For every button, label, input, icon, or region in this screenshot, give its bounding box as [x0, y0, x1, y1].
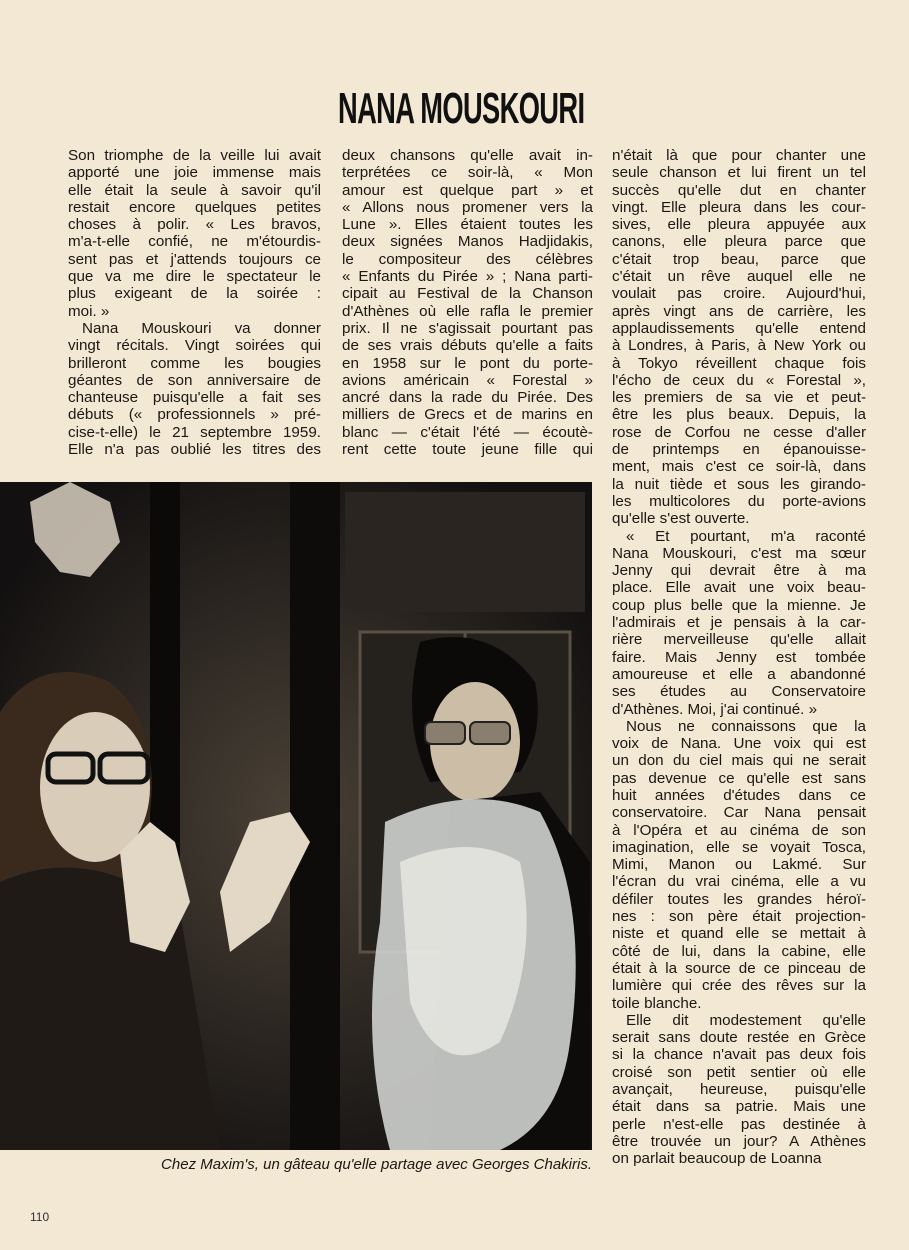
text-line: niste et quand elle se mettait à	[612, 925, 866, 943]
text-line: ancré dans la rade du Pirée. Des	[342, 389, 593, 407]
text-line: applaudissements qu'elle entend	[612, 319, 866, 337]
text-line: en 1958 sur le pont du porte-	[342, 354, 593, 372]
text-line: cise-t-elle) le 21 septembre 1959.	[68, 423, 321, 441]
photo-illustration	[0, 482, 592, 1150]
text-line: un don du ciel mais qui ne serait	[612, 752, 866, 770]
text-line: à l'Opéra et au cinéma de son	[612, 821, 866, 839]
text-line: croisé son petit sentier où elle	[612, 1063, 866, 1081]
text-line: coup plus belle que la mienne. Je	[612, 596, 866, 614]
text-line: place. Elle avait une voix beau-	[612, 579, 866, 597]
text-line: « Enfants du Pirée » ; Nana parti-	[342, 268, 593, 286]
text-line: vingt récitals. Vingt soirées qui	[68, 337, 321, 355]
text-column-1	[68, 147, 321, 458]
text-line: rent cette toute jeune fille qui	[342, 441, 593, 459]
text-line: ment, mais c'est ce soir-là, dans	[612, 458, 866, 476]
text-line: choses à polir. « Les bravos,	[68, 216, 321, 234]
text-line: « Et pourtant, m'a raconté	[626, 527, 866, 545]
text-line: de printemps en épanouisse-	[612, 441, 866, 459]
text-line: terprétées ce soir-là, « Mon	[342, 164, 593, 182]
text-line: voix de Nana. Une voix qui est	[612, 735, 866, 753]
text-line: ses études au Conservatoire	[612, 683, 866, 701]
text-line: rose de Corfou ne cesse d'aller	[612, 423, 866, 441]
text-line: « Allons nous promener vers la	[342, 198, 593, 216]
text-line: lumière qui crée des rêves sur la	[612, 977, 866, 995]
text-column-3	[612, 147, 866, 1168]
text-line: qu'elle s'est ouverte.	[612, 510, 750, 528]
text-line: être les plus beaux. Depuis, la	[612, 406, 866, 424]
text-line: Nana Mouskouri va donner	[82, 319, 321, 337]
text-line: Elle dit modestement qu'elle	[626, 1011, 866, 1029]
text-line: faire. Mais Jenny est tombée	[612, 648, 866, 666]
text-line: blanc — c'était l'été — écoutè-	[342, 423, 593, 441]
text-line: à Londres, à Paris, à New York ou	[612, 337, 866, 355]
text-line: si la chance n'avait pas deux fois	[612, 1046, 866, 1064]
text-line: seule chanson et lui firent un tel	[612, 164, 866, 182]
text-line: côté de lui, dans la cabine, elle	[612, 942, 866, 960]
text-line: vingt. Elle pleura dans les cour-	[612, 198, 866, 216]
text-line: était dans sa patrie. Mais une	[612, 1098, 866, 1116]
text-line: Nous ne connaissons que la	[626, 717, 866, 735]
text-line: l'écho de ceux du « Forestal »,	[612, 371, 866, 389]
text-line: perle n'est-elle pas destinée à	[612, 1115, 866, 1133]
text-line: elle était la seule à savoir qu'il	[68, 181, 321, 199]
text-line: pas devenue ce qu'elle est sans	[612, 769, 866, 787]
text-line: était à la source de ce pinceau de	[612, 959, 866, 977]
text-line: restait encore quelques petites	[68, 198, 321, 216]
text-line: m'a-t-elle confié, ne m'étourdis-	[68, 233, 321, 251]
text-line: défiler toutes les grandes héroï-	[612, 890, 866, 908]
text-line: Jenny qui devrait être à ma	[612, 562, 866, 580]
text-line: le compositeur des célèbres	[342, 250, 593, 268]
text-line: conservatoire. Car Nana pensait	[612, 804, 866, 822]
text-line: les multicolores du porte-avions	[612, 492, 866, 510]
photo	[0, 482, 592, 1150]
text-line: Nana Mouskouri, c'est ma sœur	[612, 544, 866, 562]
text-line: Mimi, Manon ou Lakmé. Sur	[612, 856, 866, 874]
text-line: on parlait beaucoup de Loanna	[612, 1150, 822, 1168]
text-line: Lune ». Elles étaient toutes les	[342, 216, 593, 234]
text-line: rière merveilleuse qu'elle allait	[612, 631, 866, 649]
text-line: moi. »	[68, 302, 110, 320]
text-line: voulait pas croire. Aujourd'hui,	[612, 285, 866, 303]
photo-caption: Chez Maxim's, un gâteau qu'elle partage avec Georges Chakiris.	[161, 1156, 592, 1173]
text-line: sives, elle pleura appuyée aux	[612, 216, 866, 234]
text-line: Elle n'a pas oublié les titres des	[68, 441, 321, 459]
text-line: deux signées Manos Hadjidakis,	[342, 233, 593, 251]
text-line: l'admirais et je pensais à la car-	[612, 614, 866, 632]
text-line: les premiers de sa vie et peut-	[612, 389, 866, 407]
text-line: canons, elle pleura parce que	[612, 233, 866, 251]
text-line: apporté une joie immense mais	[68, 164, 321, 182]
text-line: succès qu'elle dut en chanter	[612, 181, 866, 199]
text-line: la nuit tiède et sous les girando-	[612, 475, 866, 493]
text-line: avions américain « Forestal »	[342, 371, 593, 389]
article-title: NANA MOUSKOURI	[338, 84, 585, 133]
text-line: débuts (« professionnels » pré-	[68, 406, 321, 424]
text-line: que va me dire le spectateur le	[68, 268, 321, 286]
text-line: être trouvée un jour? A Athènes	[612, 1132, 866, 1150]
text-line: sent pas et j'attends toujours ce	[68, 250, 321, 268]
text-line: toile blanche.	[612, 994, 702, 1012]
text-line: géantes de son anniversaire de	[68, 371, 321, 389]
page-number: 110	[30, 1210, 50, 1224]
text-line: d'Athènes. Moi, j'ai continué. »	[612, 700, 818, 718]
text-line: à Tokyo réveillent chaque fois	[612, 354, 866, 372]
text-line: imagination, elle se voyait Tosca,	[612, 838, 866, 856]
text-line: prix. Il ne s'agissait pourtant pas	[342, 319, 593, 337]
text-line: c'était un rêve auquel elle ne	[612, 268, 866, 286]
text-line: cipait au Festival de la Chanson	[342, 285, 593, 303]
text-line: brilleront comme les bougies	[68, 354, 321, 372]
text-line: d'Athènes où elle rafla le premier	[342, 302, 593, 320]
text-line: l'écran du vrai cinéma, elle a vu	[612, 873, 866, 891]
text-line: amoureuse et elle a abandonné	[612, 665, 866, 683]
text-line: amour est quelque part » et	[342, 181, 593, 199]
text-line: n'était là que pour chanter une	[612, 147, 866, 164]
text-line: c'était trop beau, parce que	[612, 250, 866, 268]
text-line: avançait, heureuse, puisqu'elle	[612, 1081, 866, 1099]
text-line: plus exigeant de la soirée :	[68, 285, 321, 303]
text-line: nes : son père était projection-	[612, 908, 866, 926]
text-line: après vingt ans de carrière, les	[612, 302, 866, 320]
text-column-2	[342, 147, 593, 458]
text-line: de ses vrais débuts qu'elle a faits	[342, 337, 593, 355]
text-line: serait sans doute restée en Grèce	[612, 1029, 866, 1047]
text-line: huit années d'études dans ce	[612, 786, 866, 804]
text-line: Son triomphe de la veille lui avait	[68, 147, 321, 164]
text-line: chanteuse puisqu'elle a fait ses	[68, 389, 321, 407]
text-line: milliers de Grecs et de marins en	[342, 406, 593, 424]
text-line: deux chansons qu'elle avait in-	[342, 147, 593, 164]
